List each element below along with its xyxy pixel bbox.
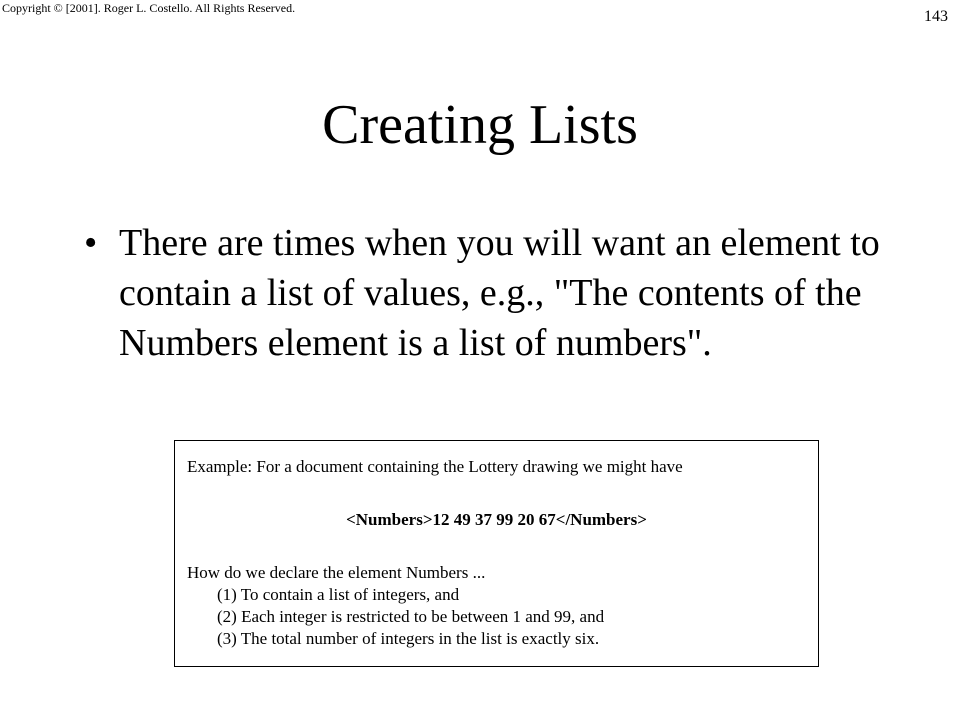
bullet-text: There are times when you will want an element to contain a list of values, e.g., "The contents of the Numbers element is a list of numbers". — [119, 222, 880, 364]
example-box — [174, 440, 819, 667]
requirement-item: (1) To contain a list of integers, and — [217, 585, 460, 604]
slide-title: Creating Lists — [322, 94, 638, 156]
example-intro: Example: For a document containing the Lottery drawing we might have — [187, 457, 683, 476]
page-number: 143 — [924, 8, 948, 25]
requirement-item: (3) The total number of integers in the list is exactly six. — [217, 629, 600, 648]
requirement-item: (2) Each integer is restricted to be between 1 and 99, and — [217, 607, 605, 626]
example-question: How do we declare the element Numbers ... — [187, 563, 486, 582]
copyright-notice: Copyright © [2001]. Roger L. Costello. All Rights Reserved. — [2, 1, 296, 15]
example-code: <Numbers>12 49 37 99 20 67</Numbers> — [346, 510, 647, 529]
example-requirements-list — [217, 584, 604, 650]
bullet-marker: • — [84, 222, 98, 264]
bullet-item — [84, 218, 884, 368]
